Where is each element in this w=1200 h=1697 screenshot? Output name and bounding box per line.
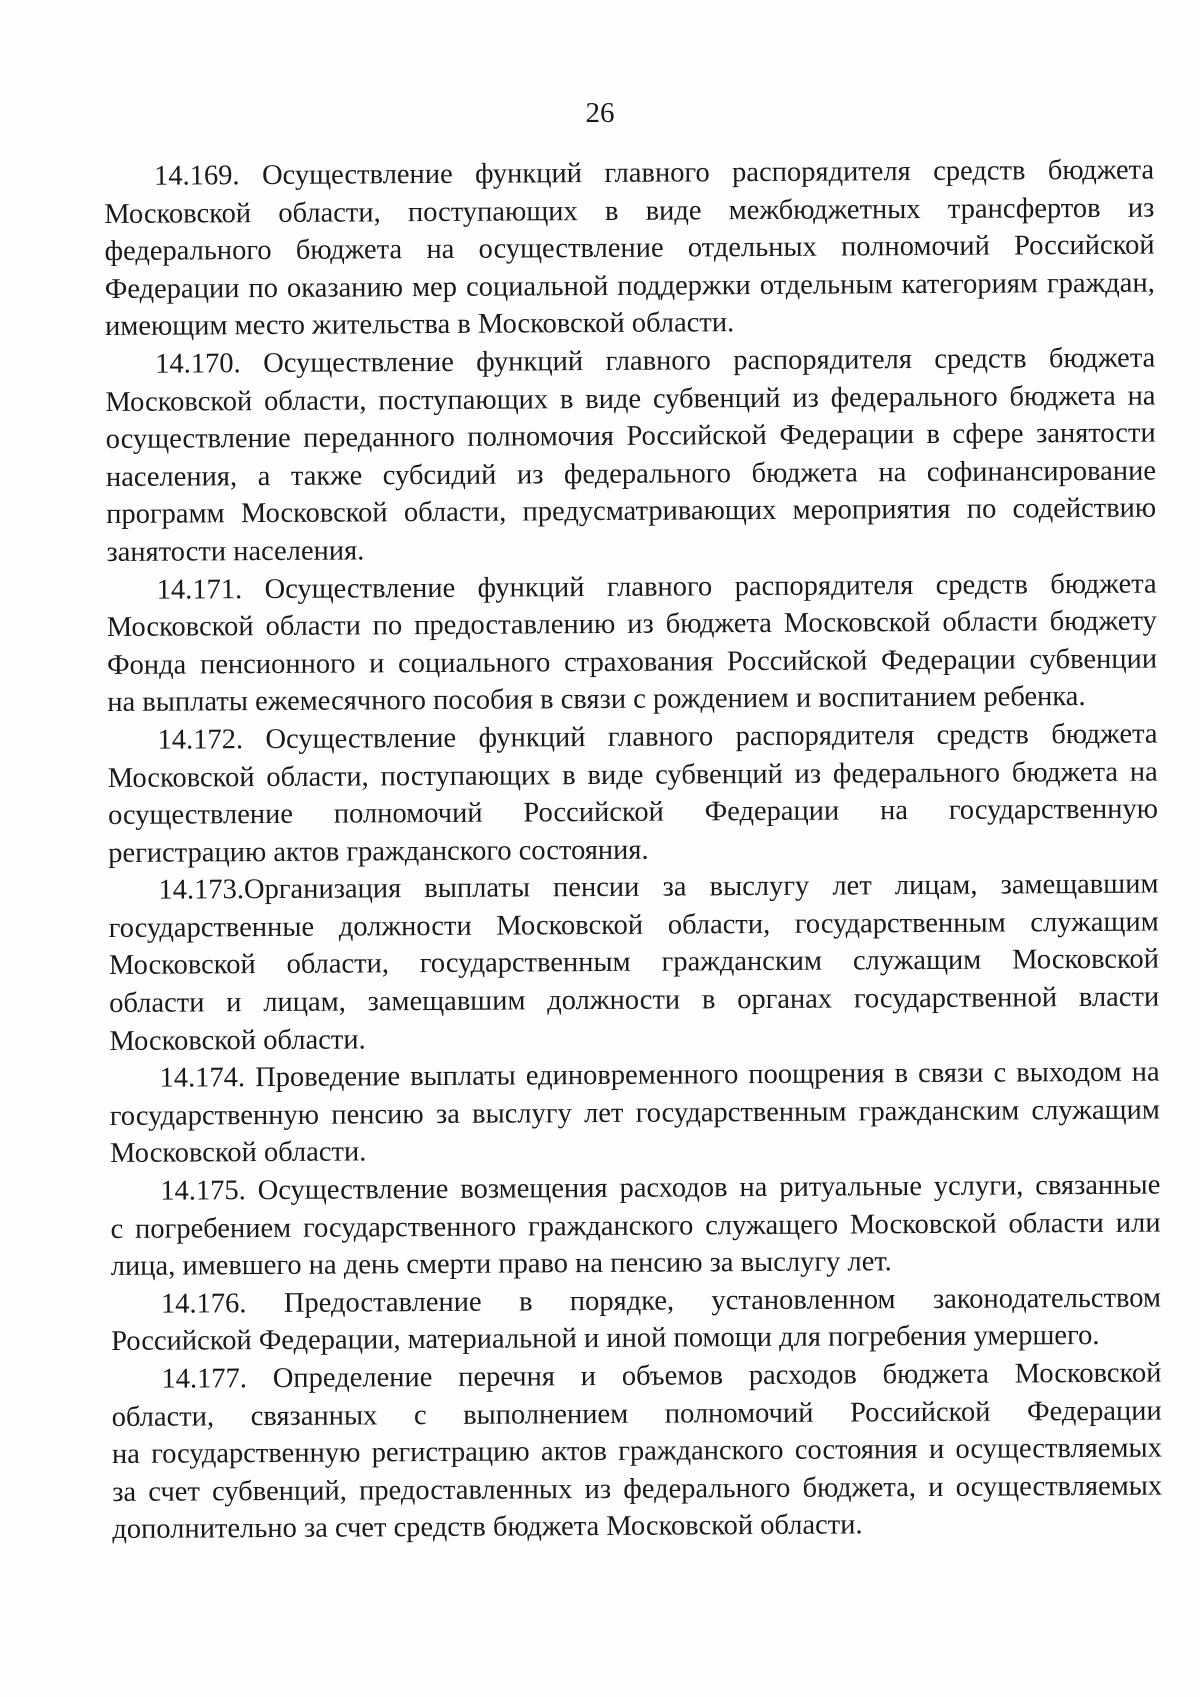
text-line: 14.170. Осуществление функций главного распорядителя средств бюджета [155, 342, 1156, 380]
paragraph-14-172 [107, 715, 1158, 872]
text-line: с погребением государственного гражданского служащего Московской области или [110, 1207, 1161, 1245]
paragraph-14-175 [110, 1167, 1161, 1286]
text-line: Московской области. [109, 1136, 367, 1170]
text-line: программ Московской области, предусматривающих мероприятия по содействию [106, 492, 1157, 531]
text-line: области, связанных с выполнением полномочий Российской Федерации [111, 1395, 1162, 1433]
text-line: на государственную регистрацию актов гражданского состояния и осуществляемых [111, 1432, 1162, 1471]
text-line: государственную пенсию за выслугу лет государственным гражданским служащим [109, 1094, 1160, 1132]
text-line: имеющим место жительства в Московской области. [104, 307, 735, 343]
text-line: дополнительно за счет средств бюджета Московской области. [112, 1509, 863, 1546]
paragraph-14-173 [108, 866, 1159, 1060]
text-line: осуществление переданного полномочия Российской Федерации в сфере занятости [105, 417, 1156, 456]
text-line: на выплаты ежемесячного пособия в связи с рождением и воспитанием ребенка. [107, 681, 1086, 719]
text-line: государственные должности Московской области, государственным служащим [108, 906, 1159, 944]
text-line: Московской области, государственным гражданским служащим Московской [108, 944, 1160, 982]
text-line: 14.176. Предоставление в порядке, установленном законодательством [160, 1282, 1162, 1320]
text-line: области и лицам, замещавшим должности в органах государственной власти [109, 981, 1160, 1020]
text-line: осуществление полномочий Российской Федерации на государственную [107, 793, 1159, 832]
text-line: занятости населения. [106, 535, 365, 568]
text-line: 14.169. Осуществление функций главного распорядителя средств бюджета [154, 154, 1155, 192]
text-line: населения, а также субсидий из федерального бюджета на софинансирование [105, 455, 1157, 493]
text-line: 14.171. Осуществление функций главного распорядителя средств бюджета [156, 568, 1157, 606]
text-line: Фонда пенсионного и социального страхования Российской Федерации субвенции [107, 643, 1158, 681]
text-line: за счет субвенций, предоставленных из федерального бюджета, и осуществляемых [112, 1470, 1163, 1508]
text-line: Московской области, поступающих в виде субвенций из федерального бюджета на [107, 756, 1158, 794]
text-line: Федерации по оказанию мер социальной поддержки отдельным категориям граждан, [104, 267, 1155, 305]
text-line: лица, имевшего на день смерти право на пенсию за выслугу лет. [110, 1246, 892, 1283]
paragraph-14-174 [110, 1054, 1161, 1173]
text-line: Российской Федерации, материальной и иной помощи для погребения умершего. [111, 1320, 1100, 1358]
text-line: Московской области, поступающих в виде межбюджетных трансфертов из [104, 192, 1155, 230]
paragraph-14-171 [107, 565, 1158, 722]
text-line: Московской области по предоставлению из бюджета Московской области бюджету [106, 605, 1157, 644]
text-line: 14.174. Проведение выплаты единовременного поощрения в связи с выходом на [159, 1056, 1160, 1094]
paragraph-14-170 [105, 340, 1156, 572]
text-line: Московской области, поступающих в виде субвенций из федерального бюджета на [105, 380, 1156, 418]
text-line: регистрацию актов гражданского состояния. [108, 834, 649, 869]
paragraph-14-177 [111, 1355, 1162, 1549]
text-line: 14.177. Определение перечня и объемов расходов бюджета Московской [161, 1357, 1162, 1395]
page-number: 26 [585, 97, 615, 129]
text-line: Московской области. [109, 1024, 366, 1057]
text-line: федерального бюджета на осуществление отдельных полномочий Российской [104, 229, 1155, 268]
text-line: 14.173.Организация выплаты пенсии за выслугу лет лицам, замещавшим [158, 868, 1159, 906]
paragraph-14-169 [104, 152, 1155, 346]
paragraph-14-176 [111, 1279, 1161, 1361]
document-body [104, 152, 1162, 1549]
text-line: 14.172. Осуществление функций главного распорядителя средств бюджета [157, 718, 1158, 756]
text-line: 14.175. Осуществление возмещения расходов на ритуальные услуги, связанные [160, 1169, 1161, 1207]
